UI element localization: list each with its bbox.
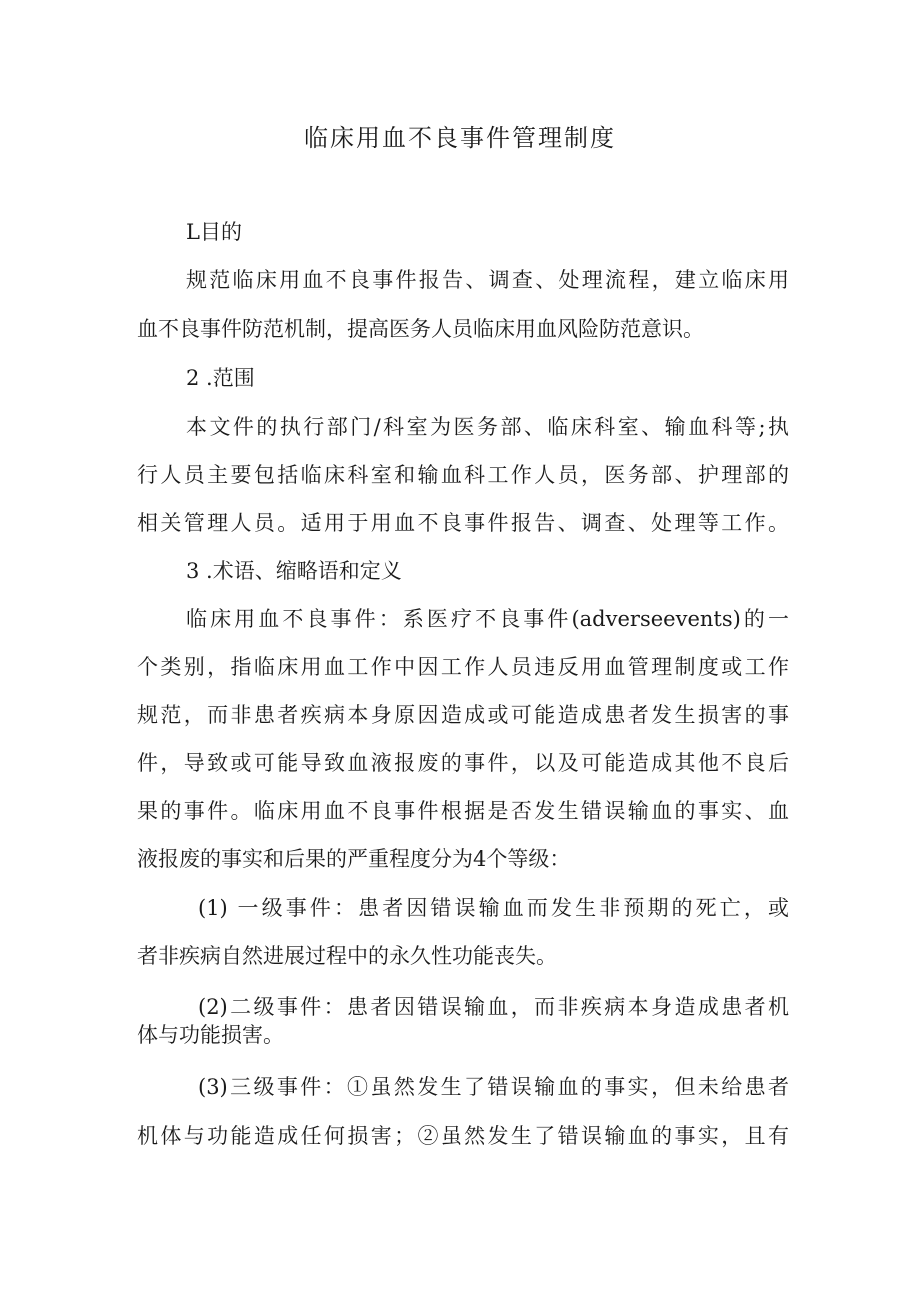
paragraph-line: 体与功能损害。	[137, 1023, 284, 1047]
page-title: 临床用血不良事件管理制度	[304, 124, 616, 152]
section-heading-terms: 3 .术语、缩略语和定义	[186, 559, 402, 583]
paragraph-line: 规范临床用血不良事件报告、调查、处理流程，建立临床用	[186, 268, 789, 292]
paragraph-line: 临床用血不良事件：系医疗不良事件(adverseevents)的一	[186, 607, 789, 631]
paragraph-line: 血不良事件防范机制，提高医务人员临床用血风险防范意识。	[137, 317, 704, 341]
paragraph-line: 件，导致或可能导致血液报废的事件，以及可能造成其他不良后	[137, 751, 789, 775]
list-item-level-2: (2)二级事件：患者因错误输血，而非疾病本身造成患者机	[198, 995, 789, 1019]
list-item-level-1: (1) 一级事件：患者因错误输血而发生非预期的死亡，或	[198, 896, 789, 920]
paragraph-line: 机体与功能造成任何损害；②虽然发生了错误输血的事实，且有	[137, 1124, 789, 1148]
list-item-level-3: (3)三级事件：①虽然发生了错误输血的事实，但未给患者	[198, 1075, 789, 1099]
paragraph-line: 个类别，指临床用血工作中因工作人员违反用血管理制度或工作	[137, 655, 789, 679]
section-heading-scope: 2 .范围	[186, 366, 255, 390]
paragraph-line: 行人员主要包括临床科室和输血科工作人员，医务部、护理部的	[137, 463, 789, 487]
paragraph-line: 者非疾病自然进展过程中的永久性功能丧失。	[137, 944, 557, 968]
section-heading-purpose: L目的	[186, 220, 242, 244]
paragraph-line: 规范，而非患者疾病本身原因造成或可能造成患者发生损害的事	[137, 703, 789, 727]
paragraph-line: 液报废的事实和后果的严重程度分为4个等级：	[137, 847, 571, 871]
paragraph-line: 果的事件。临床用血不良事件根据是否发生错误输血的事实、血	[137, 799, 789, 823]
paragraph-line: 相关管理人员。适用于用血不良事件报告、调查、处理等工作。	[137, 511, 789, 535]
paragraph-line: 本文件的执行部门/科室为医务部、临床科室、输血科等;执	[186, 415, 789, 439]
